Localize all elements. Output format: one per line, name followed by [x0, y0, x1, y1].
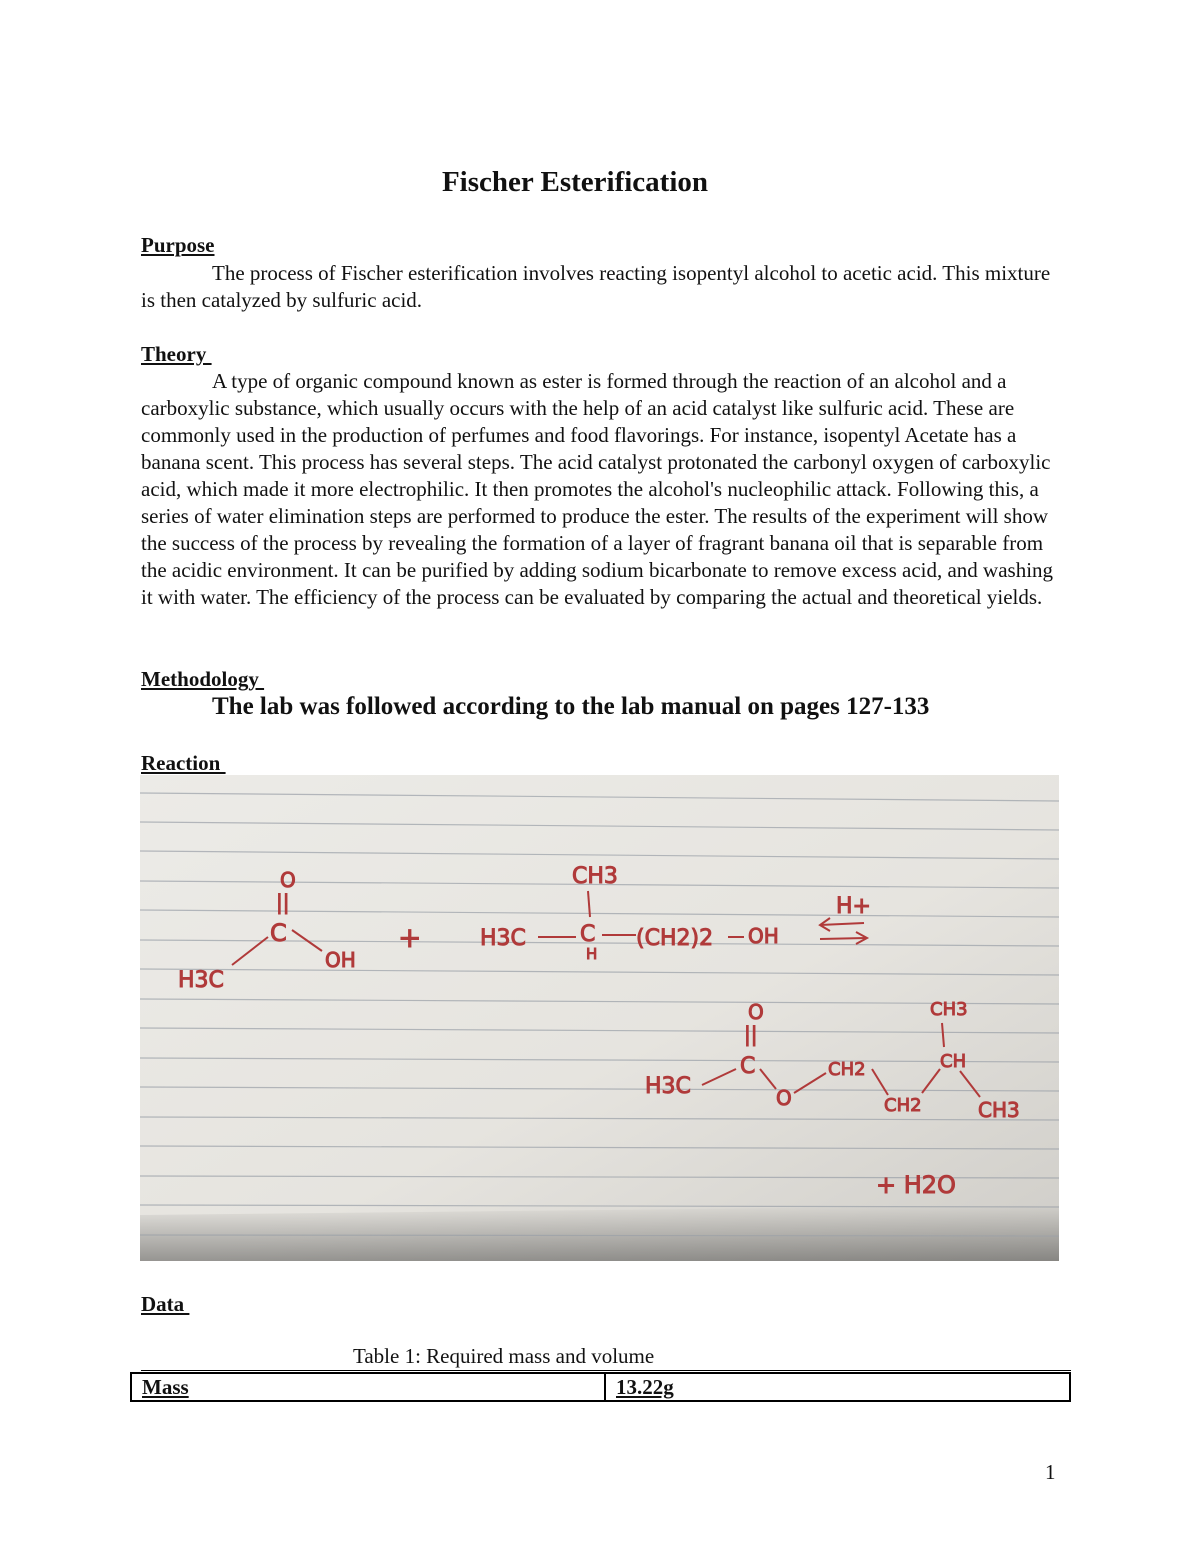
reaction-photo	[140, 775, 1059, 1261]
purpose-paragraph	[141, 260, 1066, 314]
methodology-heading: Methodology	[141, 667, 265, 691]
ester-double-bond: ||	[744, 1022, 758, 1046]
alcohol-hydroxyl: OH	[748, 924, 779, 948]
table-row	[131, 1373, 1070, 1401]
document-title: Fischer Esterification	[441, 166, 709, 198]
data-table	[130, 1372, 1071, 1402]
acid-hydroxyl: OH	[325, 948, 356, 972]
alcohol-methyl-top: CH3	[572, 864, 618, 889]
acid-double-bond: ||	[276, 890, 290, 914]
purpose-heading: Purpose	[141, 233, 215, 257]
ester-ch: CH	[940, 1051, 967, 1072]
handwritten-reaction-scheme	[140, 775, 1059, 1261]
alcohol-hydrogen: H	[586, 945, 598, 963]
theory-text: A type of organic compound known as ester is formed through the reaction of an alcohol and a carboxylic substance, which usually occurs with the help of an acid catalyst like sulfuric acid. These are commonly used in the production of perfumes and food flavorings. For instance, isopentyl Acetate has a banana scent. This process has several steps. The acid catalyst protonated the carbonyl oxygen of carboxylic acid, which made it more electrophilic. It then promotes the alcohol's nucleophilic attack. Following this, a series of water elimination steps are performed to produce the ester. The results of the experiment will show the success of the process by revealing the formation of a layer of fragrant banana oil that is separable from the acidic environment. It can be purified by adding sodium bicarbonate to remove excess acid, and washing it with water. The efficiency of the process can be evaluated by comparing the actual and theoretical yields.	[141, 369, 1054, 609]
plus-sign-1: +	[398, 921, 422, 954]
ester-ch3-top: CH3	[930, 999, 968, 1020]
catalyst-label: H+	[836, 894, 871, 919]
ester-ch3: CH3	[978, 1098, 1020, 1122]
acid-methyl: H3C	[178, 968, 224, 993]
ester-ch2-a: CH2	[828, 1059, 866, 1080]
ester-ch2-b: CH2	[884, 1095, 922, 1116]
reaction-heading: Reaction	[141, 751, 226, 775]
table-cell-label: Mass	[131, 1373, 605, 1401]
acid-oxygen: O	[280, 868, 296, 892]
table-caption: Table 1: Required mass and volume	[353, 1344, 655, 1368]
ester-methyl: H3C	[645, 1074, 691, 1099]
theory-heading: Theory	[141, 342, 212, 366]
methodology-text: The lab was followed according to the lab manual on pages 127-133	[212, 693, 930, 720]
alcohol-carbon: C	[580, 922, 596, 947]
table-caption-row	[141, 1344, 1071, 1371]
alcohol-methyl-left: H3C	[480, 926, 526, 951]
purpose-text: The process of Fischer esterification involves reacting isopentyl alcohol to acetic acid. This mixture is then catalyzed by sulfuric acid.	[141, 261, 1051, 312]
ester-oxygen: O	[776, 1086, 792, 1110]
acid-carbon: C	[270, 919, 287, 947]
ester-carbonyl-oxygen: O	[748, 1000, 764, 1024]
page-number: 1	[1045, 1460, 1056, 1484]
theory-paragraph	[141, 368, 1066, 611]
alcohol-chain: (CH2)2	[636, 926, 714, 951]
table-cell-value: 13.22g	[605, 1373, 1070, 1401]
water-product: + H2O	[876, 1171, 956, 1199]
data-heading: Data	[141, 1292, 190, 1316]
ester-carbon: C	[740, 1054, 756, 1079]
forward-arrow	[820, 938, 866, 939]
